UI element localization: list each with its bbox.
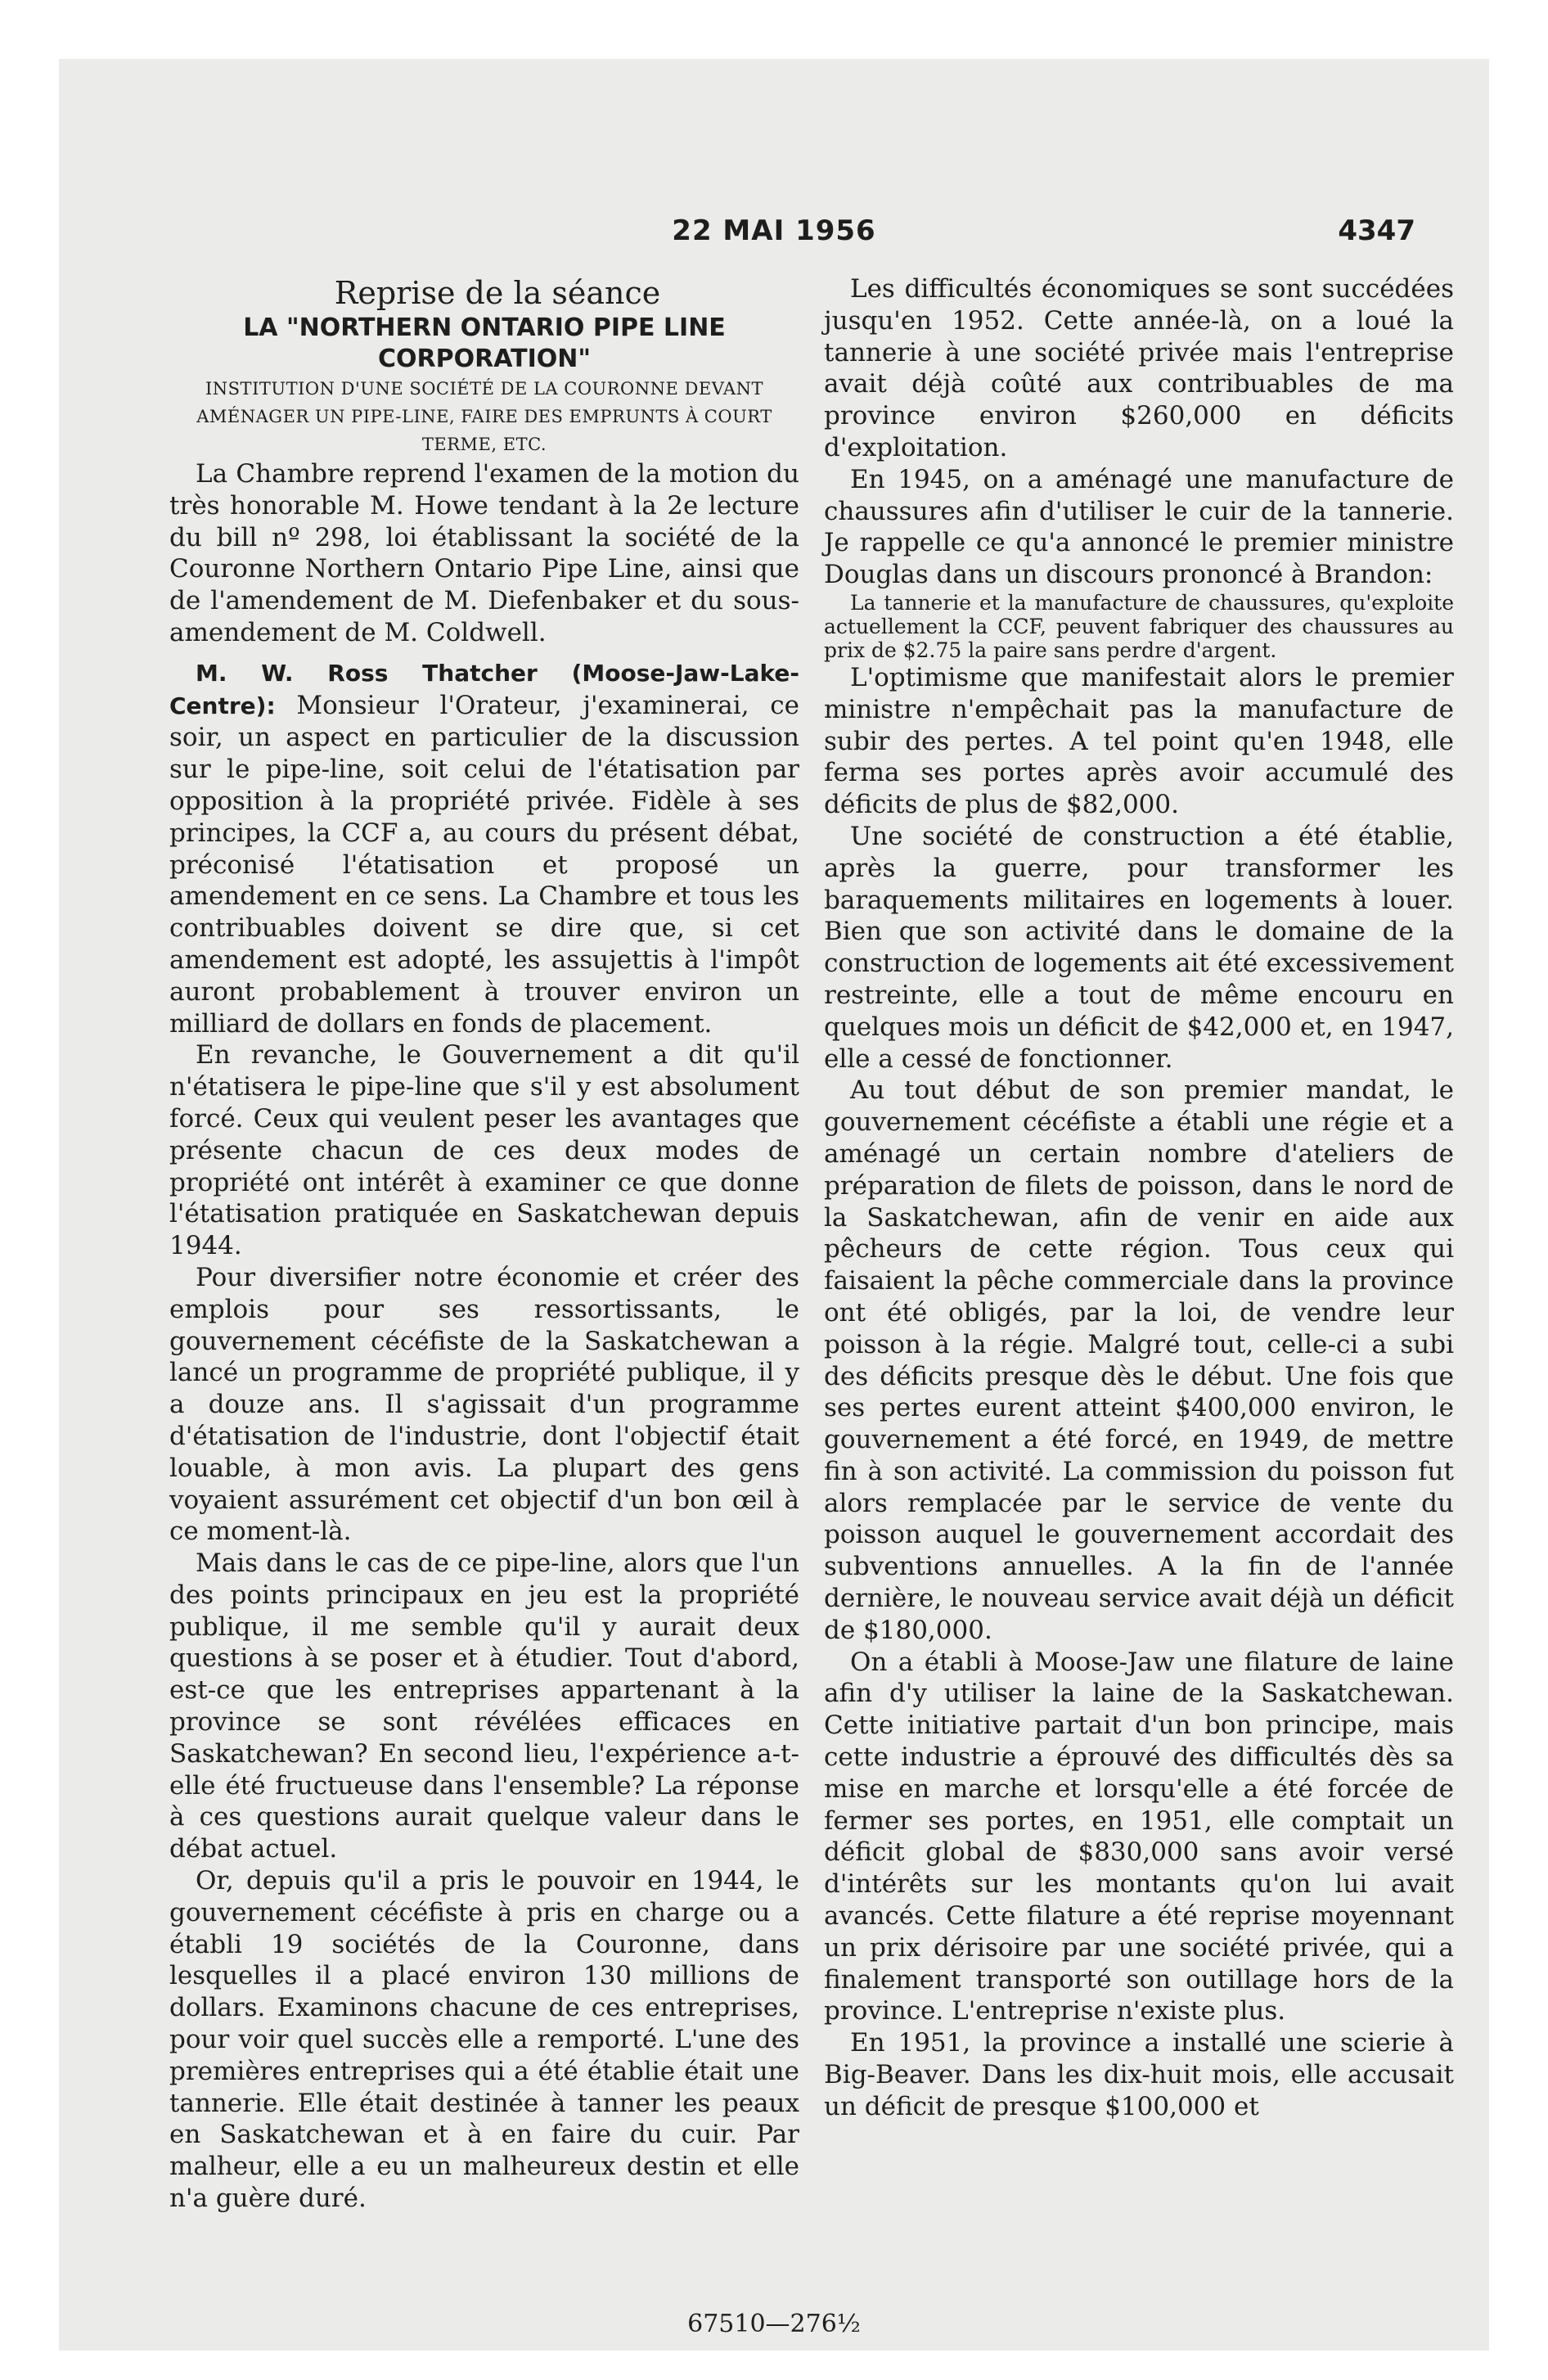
paragraph: Une société de construction a été établie, après la guerre, pour transformer les baraquements militaires en logements à louer. Bien que son activité dans le domaine de la construction de logements ait été excessivement restreinte, elle a tout de même encouru en quelques mois un déficit de $42,000 et, en 1947, elle a cessé de fonctionner. bbox=[824, 821, 1454, 1074]
block-quote: La tannerie et la manufacture de chaussures, qu'exploite actuellement la CCF, peuvent fabriquer des chaussures au prix de $2.75 la paire sans perdre d'argent. bbox=[824, 590, 1454, 662]
article-title: LA "NORTHERN ONTARIO PIPE LINE CORPORATION" bbox=[243, 313, 726, 373]
speech-text: Monsieur l'Orateur, j'examinerai, ce soir, un aspect en particulier de la discussion sur le pipe-line, soit celui de l'étatisation par opposition à la propriété privée. Fidèle à ses principes, la CCF a, au cours du présent débat, préconisé l'étatisation et proposé un amendement en ce sens. La Chambre et tous les contribuables doivent se dire que, si cet amendement est adopté, les assujettis à l'impôt auront probablement à trouver environ un milliard de dollars en fonds de placement. bbox=[169, 690, 799, 1039]
section-heading: Reprise de la séance bbox=[334, 275, 661, 311]
paragraph: En revanche, le Gouvernement a dit qu'il n'étatisera le pipe-line que s'il y est absolument forcé. Ceux qui veulent peser les avantages que présente chacun de ces deux modes de propriété ont intérêt à examiner ce que donne l'étatisation pratiquée en Saskatchewan depuis 1944. bbox=[169, 1040, 799, 1261]
paragraph: Les difficultés économiques se sont succédées jusqu'en 1952. Cette année-là, on a loué la tannerie à une société privée mais l'entreprise avait déjà coûté aux contribuables de ma province environ $260,000 en déficits d'exploitation. bbox=[824, 274, 1454, 462]
paragraph: Au tout début de son premier mandat, le gouvernement cécéfiste a établi une régie et a aménagé un certain nombre d'ateliers de préparation de filets de poisson, dans le nord de la Saskatchewan, afin de venir en aide aux pêcheurs de cette région. Tous ceux qui faisaient la pêche commerciale dans la province ont été obligés, par la loi, de vendre leur poisson à la régie. Malgré tout, celle-ci a subi des déficits presque dès le début. Une fois que ses pertes eurent atteint $400,000 environ, le gouvernement a été forcé, en 1949, de mettre fin à son activité. La commission du poisson fut alors remplacée par le service de vente du poisson auquel le gouvernement accordait des subventions annuelles. A la fin de l'année dernière, le nouveau service avait déjà un déficit de $180,000. bbox=[824, 1075, 1454, 1645]
paragraph: En 1951, la province a installé une scierie à Big-Beaver. Dans les dix-huit mois, elle accusait un déficit de presque $100,000 et bbox=[824, 2028, 1454, 2121]
paragraph: La Chambre reprend l'examen de la motion du très honorable M. Howe tendant à la 2e lecture du bill nº 298, loi établissant la société de la Couronne Northern Ontario Pipe Line, ainsi que de l'amendement de M. Diefenbaker et du sous-amendement de M. Coldwell. bbox=[169, 459, 799, 647]
speaker-paragraph bbox=[169, 657, 799, 1040]
paragraph: Or, depuis qu'il a pris le pouvoir en 1944, le gouvernement cécéfiste à pris en charge ou a établi 19 sociétés de la Couronne, dans lesquelles il a placé environ 130 millions de dollars. Examinons chacune de ces entreprises, pour voir quel succès elle a remporté. L'une des premières entreprises qui a été établie était une tannerie. Elle était destinée à tanner les peaux en Saskatchewan et à en faire du cuir. Par malheur, elle a eu un malheureux destin et elle n'a guère duré. bbox=[169, 1866, 799, 2214]
speaker-name: M. W. Ross Thatcher (Moose-Jaw-Lake-Centre): bbox=[169, 659, 799, 719]
left-column bbox=[169, 273, 799, 2215]
article-subtitle: INSTITUTION D'UNE SOCIÉTÉ DE LA COURONNE DEVANT AMÉNAGER UN PIPE-LINE, FAIRE DES EMPRUNTS À COURT TERME, ETC. bbox=[196, 379, 772, 454]
paragraph: L'optimisme que manifestait alors le premier ministre n'empêchait pas la manufacture de subir des pertes. A tel point qu'en 1948, elle ferma ses portes après avoir accumulé des déficits de plus de $82,000. bbox=[824, 662, 1454, 820]
paragraph: En 1945, on a aménagé une manufacture de chaussures afin d'utiliser le cuir de la tannerie. Je rappelle ce qu'a annoncé le premier ministre Douglas dans un discours prononcé à Brandon: bbox=[824, 464, 1454, 590]
right-column bbox=[824, 273, 1454, 2123]
page-header bbox=[59, 214, 1489, 255]
paragraph: Mais dans le cas de ce pipe-line, alors que l'un des points principaux en jeu est la propriété publique, il me semble qu'il y aurait deux questions à se poser et à étudier. Tout d'abord, est-ce que les entreprises appartenant à la province se sont révélées efficaces en Saskatchewan? En second lieu, l'expérience a-t-elle été fructueuse dans l'ensemble? La réponse à ces questions aurait quelque valeur dans le débat actuel. bbox=[169, 1548, 799, 1864]
paragraph: On a établi à Moose-Jaw une filature de laine afin d'y utiliser la laine de la Saskatchewan. Cette initiative partait d'un bon principe, mais cette industrie a éprouvé des difficultés dès sa mise en marche et lorsqu'elle a été forcée de fermer ses portes, en 1951, elle comptait un déficit global de $830,000 sans avoir versé d'intérêts sur les montants qu'on lui avait avancés. Cette filature a été reprise moyennant un prix dérisoire par une société privée, qui a finalement transporté son outillage hors de la province. L'entreprise n'existe plus. bbox=[824, 1647, 1454, 2026]
paragraph: Pour diversifier notre économie et créer des emplois pour ses ressortissants, le gouvernement cécéfiste de la Saskatchewan a lancé un programme de propriété publique, il y a douze ans. Il s'agissait d'un programme d'étatisation de l'industrie, dont l'objectif était louable, à mon avis. La plupart des gens voyaient assurément cet objectif d'un bon œil à ce moment-là. bbox=[169, 1262, 799, 1547]
footer-code: 67510—276½ bbox=[687, 2310, 861, 2338]
page-number: 4347 bbox=[1338, 214, 1415, 247]
header-date: 22 MAI 1956 bbox=[672, 214, 876, 247]
document-page bbox=[59, 59, 1489, 2351]
